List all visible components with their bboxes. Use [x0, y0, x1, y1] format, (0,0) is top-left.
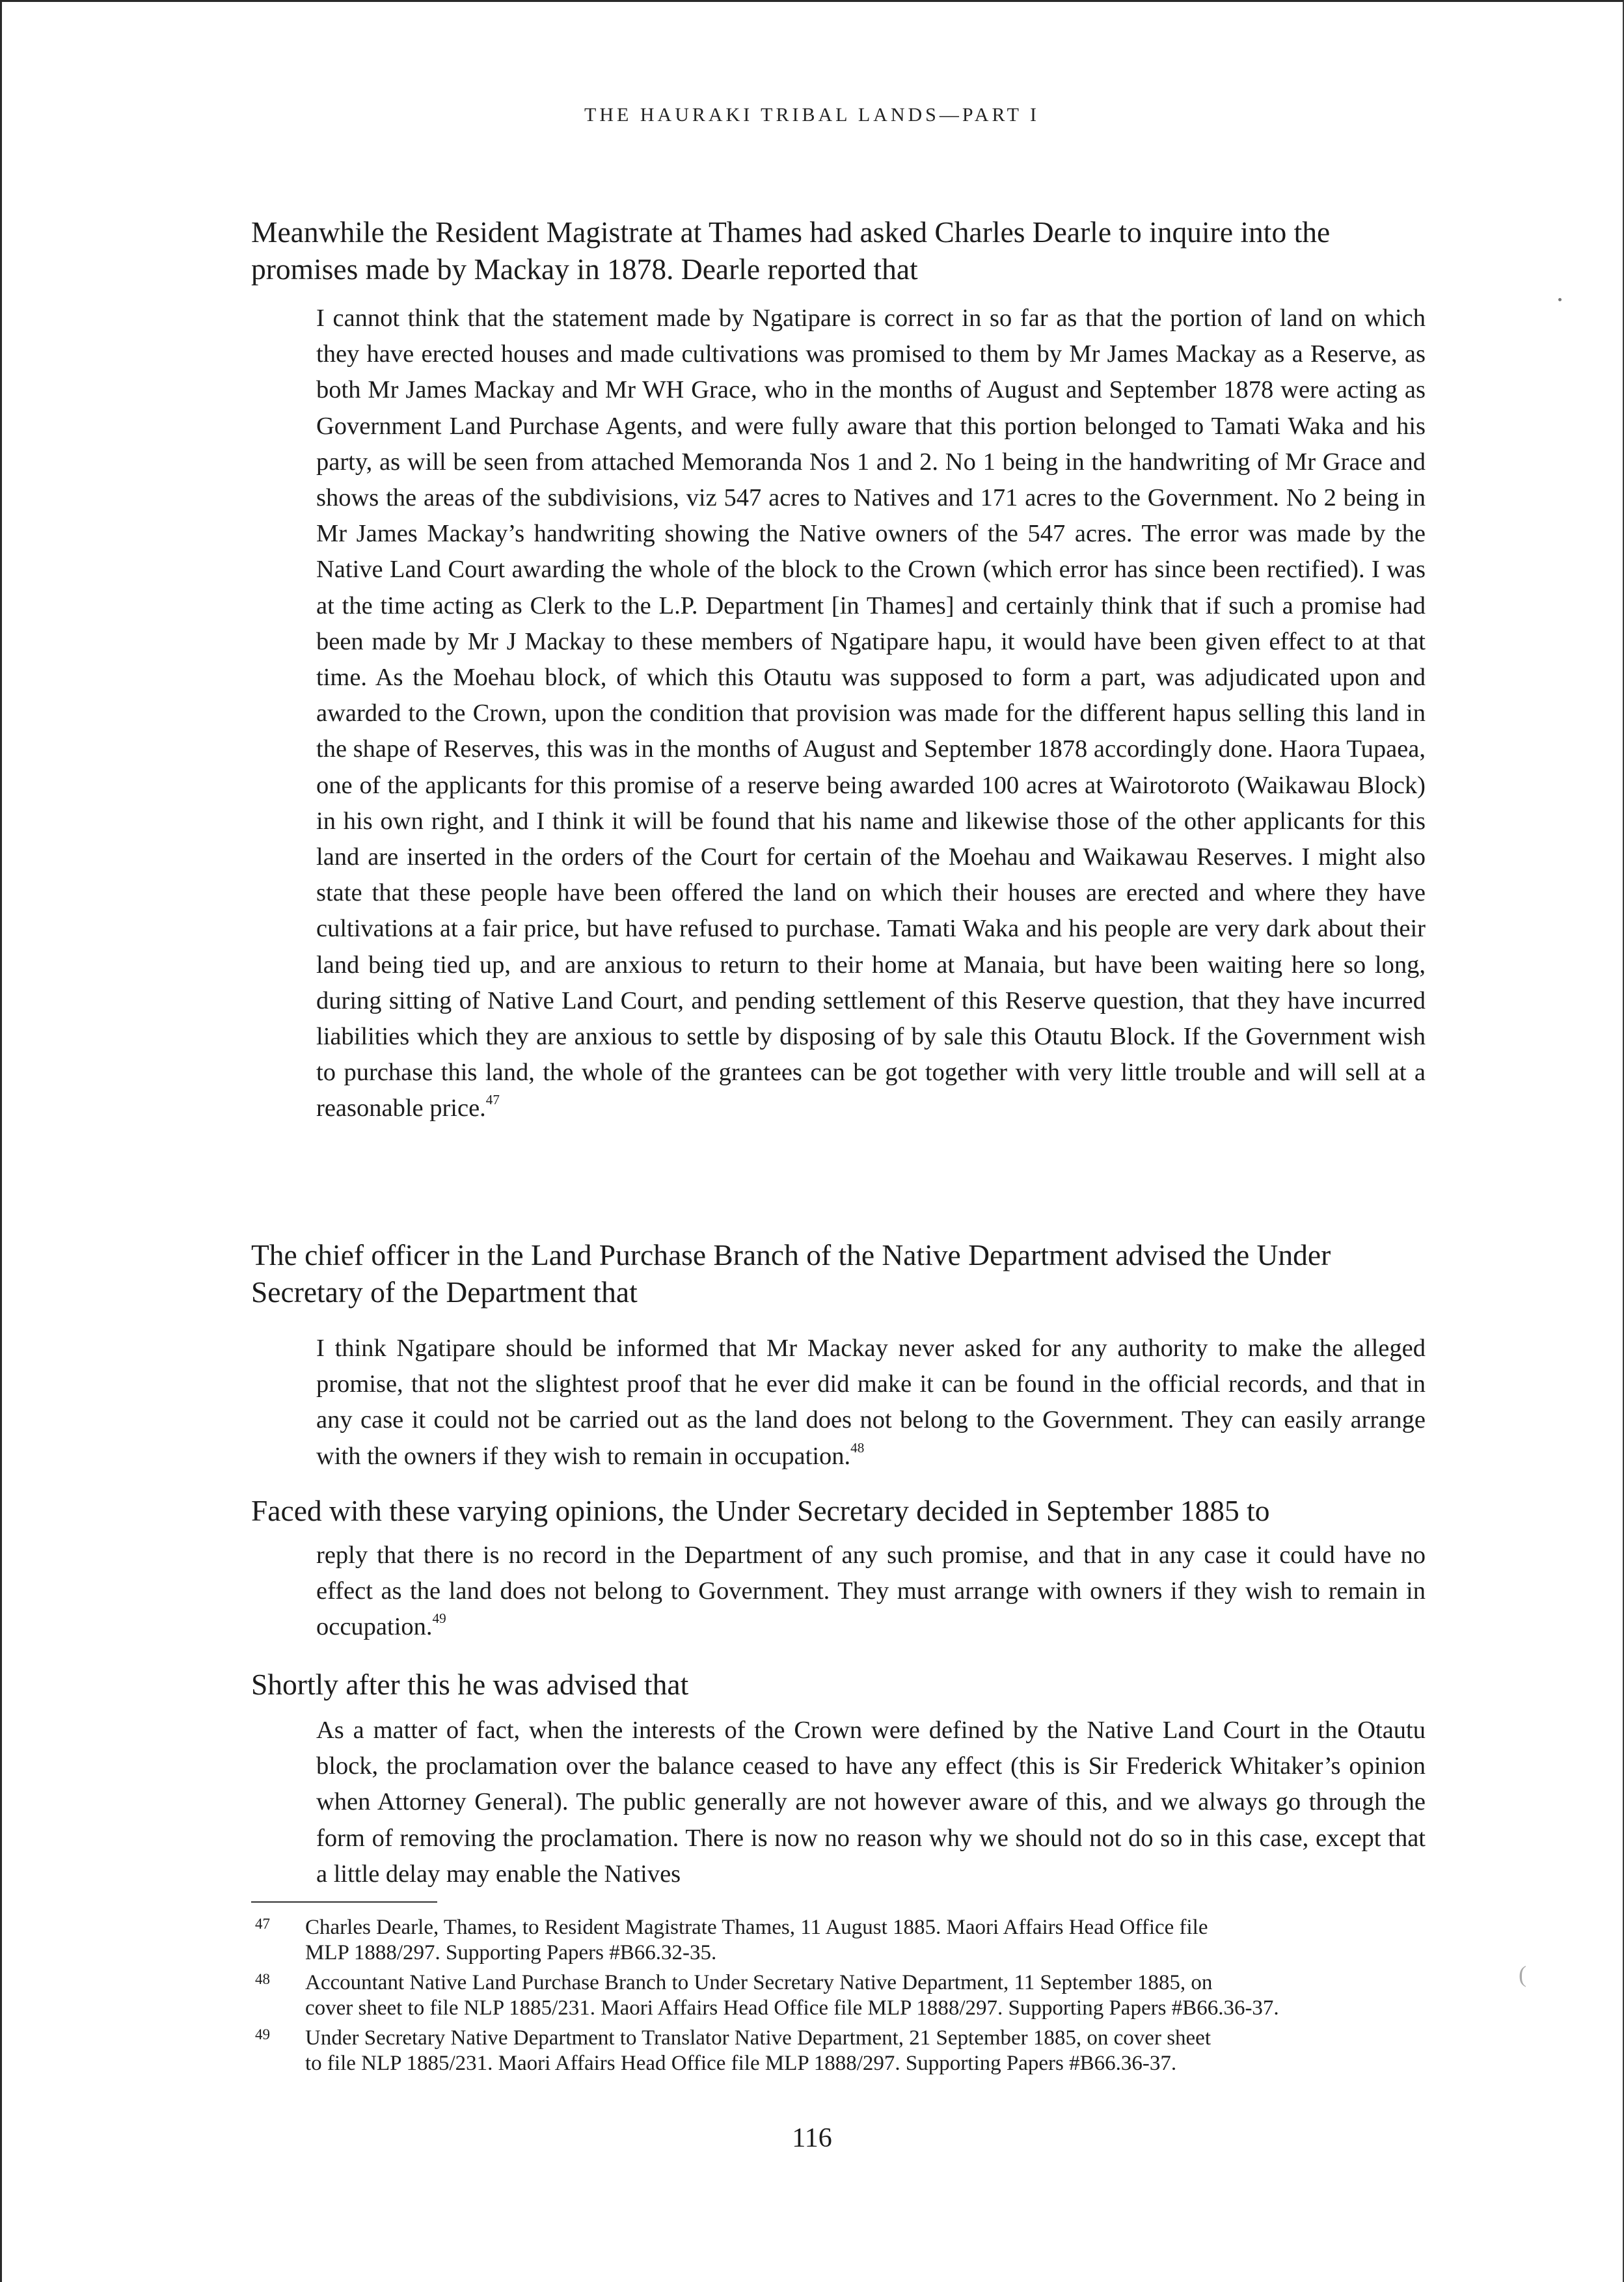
block-quote-under-secretary-reply: [316, 1538, 1426, 1646]
footnote-line: cover sheet to file NLP 1885/231. Maori Affairs Head Office file MLP 1888/297. Supporting Papers #B66.36-37.: [305, 1996, 1279, 2020]
footnote-line: MLP 1888/297. Supporting Papers #B66.32-35.: [305, 1941, 717, 1964]
footnote-line: Accountant Native Land Purchase Branch to Under Secretary Native Department, 11 September 1885, on: [305, 1971, 1213, 1994]
footnote-separator: [251, 1901, 437, 1903]
scan-speck: [1558, 298, 1562, 301]
paragraph-line: The chief officer in the Land Purchase Branch of the Native Department advised the Under: [251, 1238, 1331, 1271]
body-paragraph-1: [251, 213, 1426, 288]
block-quote-proclamation: As a matter of fact, when the interests of the Crown were defined by the Native Land Court in the Otautu block, the proclamation over the balance ceased to have any effect (this is Sir Frederick Whitaker’s opinion when Attorney General). The public generally are not however aware of this, and we always go through the form of removing the proclamation. There is now no reason why we should not do so in this case, except that a little delay may enable the Natives: [316, 1717, 1426, 1888]
footnote-line: Under Secretary Native Department to Translator Native Department, 21 September 1885, on cover sheet: [305, 2026, 1211, 2050]
quote-text: I cannot think that the statement made by Ngatipare is correct in so far as that the portion of land on which they have erected houses and made cultivations was promised to them by Mr James Mackay as a Reserve, as both Mr James Mackay and Mr WH Grace, who in the months of August and September 1878 were acting as Government Land Purchase Agents, and were fully aware that this portion belonged to Tamati Waka and his party, as will be seen from attached Memoranda Nos 1 and 2. No 1 being in the handwriting of Mr Grace and shows the areas of the subdivisions, viz 547 acres to Natives and 171 acres to the Government. No 2 being in Mr James Mackay’s handwriting showing the Native owners of the 547 acres. The error was made by the Native Land Court awarding the whole of the block to the Crown (which error has since been rectified). I was at the time acting as Clerk to the L.P. Department [in Thames] and certainly think that if such a promise had been made by Mr J Mackay to these members of Ngatipare hapu, it would have been given effect to at that time. As the Moehau block, of which this Otautu was supposed to form a part, was adjudicated upon and awarded to the Crown, upon the condition that provision was made for the different hapus selling this land in the shape of Reserves, this was in the months of August and September 1878 accordingly done. Haora Tupaea, one of the applicants for this promise of a reserve being awarded 100 acres at Wairotoroto (Waikawau Block) in his own right, and I think it will be found that his name and likewise those of the other applicants for this land are inserted in the orders of the Court for certain of the Moehau and Waikawau Reserves. I might also state that these people have been offered the land on which their houses are erected and where they have cultivations at a fair price, but have refused to purchase. Tamati Waka and his people are very dark about their land being tied up, and are anxious to return to their home at Manaia, but have been waiting here so long, during sitting of Native Land Court, and pending settlement of this Reserve question, that they have incurred liabilities which they are anxious to settle by disposing of by sale this Otautu Block. If the Government wish to purchase this land, the whole of the grantees can be got together with very little trouble and will sell at a reasonable price.: [316, 305, 1426, 1122]
quote-text: reply that there is no record in the Department of any such promise, and that in any case it could have no effect as the land does not belong to Government. They must arrange with owners if they wish to remain in occupation.: [316, 1542, 1426, 1641]
page-number: 116: [792, 2123, 832, 2153]
footnote-ref-47: 47: [485, 1092, 500, 1108]
footnote-47: [251, 1915, 1426, 1966]
scan-mark: (: [1519, 1961, 1526, 1987]
footnote-line: Charles Dearle, Thames, to Resident Magistrate Thames, 11 August 1885. Maori Affairs Head Office file: [305, 1916, 1208, 1939]
footnote-49: [251, 2026, 1426, 2076]
block-quote-chief-officer: [316, 1331, 1426, 1474]
running-head: THE HAURAKI TRIBAL LANDS—PART I: [584, 104, 1040, 126]
footnote-ref-48: 48: [850, 1439, 865, 1456]
quote-text: I think Ngatipare should be informed that Mr Mackay never asked for any authority to make the alleged promise, that not the slightest proof that he ever did make it can be found in the official records, and that in any case it could not be carried out as the land does not belong to the Government. They can easily arrange with the owners if they wish to remain in occupation.: [316, 1335, 1426, 1470]
footnote-number: 49: [255, 2026, 270, 2043]
footnote-line: to file NLP 1885/231. Maori Affairs Head Office file MLP 1888/297. Supporting Papers #B66.36-37.: [305, 2052, 1177, 2075]
paragraph-line: promises made by Mackay in 1878. Dearle reported that: [251, 252, 918, 286]
body-paragraph-4: Shortly after this he was advised that: [251, 1668, 689, 1701]
footnote-ref-49: 49: [432, 1610, 446, 1627]
footnote-number: 48: [255, 1971, 270, 1987]
paragraph-line: Meanwhile the Resident Magistrate at Thames had asked Charles Dearle to inquire into the: [251, 215, 1331, 249]
block-quote-dearle-report: [316, 301, 1426, 1127]
body-paragraph-2: [251, 1236, 1426, 1311]
footnote-number: 47: [255, 1916, 270, 1932]
body-paragraph-3: Faced with these varying opinions, the Under Secretary decided in September 1885 to: [251, 1494, 1270, 1527]
paragraph-line: Secretary of the Department that: [251, 1275, 638, 1309]
footnote-48: [251, 1970, 1426, 2021]
